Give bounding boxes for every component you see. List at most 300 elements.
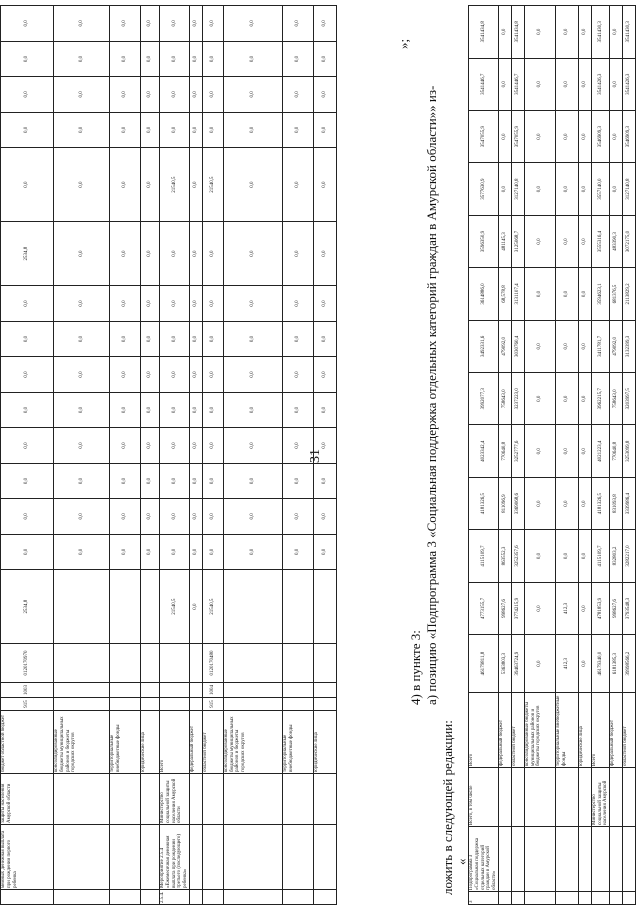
table-cell: 0,0 (189, 77, 202, 112)
table-cell: 5363803,3 (498, 635, 511, 693)
table-cell: 0,0 (1, 463, 54, 498)
table-cell: 0,0 (282, 534, 313, 569)
table-row (511, 6, 524, 905)
table-cell: 0,0 (110, 463, 141, 498)
table-cell: 0,0 (54, 463, 110, 498)
table-cell (189, 644, 202, 683)
table-cell: 0,0 (578, 477, 591, 529)
table-cell: 0120170480 (202, 644, 223, 683)
budget-table-top (0, 5, 337, 905)
table-cell: 0,0 (110, 321, 141, 356)
table-cell: 0,0 (555, 58, 578, 110)
table-row (610, 6, 623, 905)
table-row (555, 6, 578, 905)
table-cell: консолидированные бюджеты муниципальных районов и бюджеты городских округов (524, 693, 555, 768)
table-cell: 0,0 (313, 148, 336, 222)
table-cell: 915 (1, 698, 54, 711)
table-cell (54, 570, 110, 644)
table-cell: 0,0 (54, 41, 110, 76)
table-cell: 3596350,9 (469, 215, 499, 267)
table-cell: 0,0 (524, 268, 555, 320)
table-cell (223, 890, 282, 905)
table-cell: 0,0 (578, 635, 591, 693)
table-cell (623, 768, 636, 827)
table-cell (54, 890, 110, 905)
table-cell: 0120170970 (1, 644, 54, 683)
table-cell: 0,0 (555, 530, 578, 582)
table-cell: 0,0 (54, 286, 110, 321)
table-cell: 3541430,3 (623, 6, 636, 59)
table-cell: 0,0 (54, 6, 110, 42)
table-cell: 0,0 (1, 534, 54, 569)
table-cell: защиты населения Амурской области (1, 774, 54, 825)
table-cell: 0,0 (160, 499, 190, 534)
table-row (1, 6, 54, 905)
table-cell: 0,0 (1, 392, 54, 427)
table-cell (54, 698, 110, 711)
table-cell: 0,0 (1, 41, 54, 76)
table-cell: 0,0 (498, 110, 511, 162)
table-cell: 0,0 (110, 534, 141, 569)
table-cell: 0,0 (524, 320, 555, 372)
table-cell: 0,0 (555, 320, 578, 372)
table-cell (202, 825, 223, 890)
table-cell: Всего (591, 693, 609, 768)
table-cell (1, 890, 54, 905)
table-cell: 0,0 (189, 6, 202, 42)
table-cell: 3546909,3 (623, 110, 636, 162)
table-cell (223, 698, 282, 711)
table-cell: 4023342,4 (469, 425, 499, 477)
table-cell: 0,0 (524, 477, 555, 529)
table-cell (202, 890, 223, 905)
table-cell: 0,0 (202, 428, 223, 463)
table-cell: 0,0 (578, 320, 591, 372)
table-cell: 0,0 (110, 499, 141, 534)
table-cell: 0,0 (282, 286, 313, 321)
table-cell: 0,0 (110, 112, 141, 147)
table-cell (160, 683, 190, 698)
table-cell: 0,0 (160, 321, 190, 356)
table-cell (110, 890, 141, 905)
table-cell: 0,0 (189, 392, 202, 427)
table-cell: 483390,3 (610, 215, 623, 267)
table-cell: 0,0 (160, 112, 190, 147)
table-cell: 3541430,3 (591, 6, 609, 59)
table-cell: 2534,8 (1, 570, 54, 644)
table-cell: 0,0 (189, 222, 202, 286)
table-row (189, 6, 202, 905)
table-cell: 1003 (1, 683, 54, 698)
table-cell (54, 774, 110, 825)
table-cell: 0,0 (223, 286, 282, 321)
table-cell (524, 827, 555, 892)
table-row (469, 6, 499, 905)
table-cell: 481145,3 (498, 215, 511, 267)
table-cell: 3127140,8 (511, 163, 524, 215)
table-cell: 3125068,7 (511, 215, 524, 267)
table-cell: 0,0 (160, 534, 190, 569)
table-cell: 0,0 (54, 77, 110, 112)
table-cell (110, 683, 141, 698)
table-cell (555, 892, 578, 905)
table-cell (498, 768, 511, 827)
table-cell: 0,0 (313, 77, 336, 112)
table-cell (141, 698, 160, 711)
table-cell: 3541434,8 (511, 6, 524, 59)
table-cell: 0,0 (1, 286, 54, 321)
table-row (578, 6, 591, 905)
table-cell: 0,0 (223, 77, 282, 112)
table-cell: 0,0 (524, 215, 555, 267)
table-cell: 3557140,0 (591, 163, 609, 215)
table-cell (591, 892, 609, 905)
table-cell: бюджет областной бюджет (1, 711, 54, 774)
table-cell (555, 768, 578, 827)
table-cell: 831093,8 (610, 477, 623, 529)
table-cell: областной бюджет (623, 693, 636, 768)
table-cell: 915 (202, 698, 223, 711)
table-cell: 0,0 (313, 534, 336, 569)
table-cell: 0,0 (555, 6, 578, 59)
table-cell: 6181385,3 (610, 635, 623, 693)
table-cell: 0,0 (282, 77, 313, 112)
table-cell (141, 570, 160, 644)
table-cell: 0,0 (160, 392, 190, 427)
table-cell (223, 570, 282, 644)
table-cell: 3962215,7 (591, 373, 609, 425)
table-row (524, 6, 555, 905)
table-cell: 21540,5 (202, 570, 223, 644)
table-row (160, 6, 190, 905)
table-cell: 3339986,4 (623, 477, 636, 529)
table-cell (189, 683, 202, 698)
table-cell: Министерство социальной защиты населения Амурской (591, 768, 609, 827)
table-cell (591, 827, 609, 892)
table-cell: 0,0 (282, 392, 313, 427)
table-cell (54, 825, 110, 890)
table-cell: 0,0 (578, 530, 591, 582)
table-cell: 0,0 (202, 222, 223, 286)
table-cell: 0,0 (524, 582, 555, 634)
table-cell: 0,0 (313, 222, 336, 286)
table-cell: 3577630,9 (469, 163, 499, 215)
table-cell: 0,0 (524, 530, 555, 582)
table-cell: 0,0 (1, 499, 54, 534)
table-cell: 3541446,7 (469, 58, 499, 110)
table-cell: 0,0 (141, 6, 160, 42)
table-cell (511, 827, 524, 892)
table-cell: 3411781,7 (591, 320, 609, 372)
table-cell: 0,0 (555, 425, 578, 477)
table-cell: юридические лица (313, 711, 336, 774)
table-cell: 0,0 (202, 499, 223, 534)
table-cell (223, 774, 282, 825)
table-cell: 0,0 (141, 428, 160, 463)
table-cell: 0,0 (202, 321, 223, 356)
table-cell (223, 644, 282, 683)
table-cell: 863552,3 (498, 530, 511, 582)
table-row (313, 6, 336, 905)
table-row (623, 6, 636, 905)
table-cell: 0,0 (313, 499, 336, 534)
table-cell: 0,0 (1, 148, 54, 222)
table-cell: 0,0 (54, 112, 110, 147)
table-cell: 0,0 (282, 41, 313, 76)
table-cell: 0,0 (160, 357, 190, 392)
table-cell: 0,0 (141, 222, 160, 286)
table-cell: 0,0 (141, 499, 160, 534)
table-cell (313, 570, 336, 644)
table-cell: Подпрограмма 3 «Социальная поддержка отдельных категорий граждан в Амурской области» (469, 827, 499, 892)
table-cell: 0,0 (141, 463, 160, 498)
table-cell: 0,0 (223, 534, 282, 569)
table-cell: 0,0 (498, 6, 511, 59)
table-cell: 4781853,9 (591, 582, 609, 634)
budget-table-subprogram-3 (468, 5, 636, 905)
table-cell: 0,0 (282, 463, 313, 498)
table-cell: 0,0 (313, 392, 336, 427)
table-cell: консолидированные бюджеты муниципальных районов и бюджеты городских округов (223, 711, 282, 774)
table-cell: 0,0 (282, 499, 313, 534)
table-cell (313, 825, 336, 890)
table-cell: 0,0 (189, 499, 202, 534)
table-cell (110, 774, 141, 825)
table-cell: 0,0 (202, 392, 223, 427)
table-cell: 0,0 (202, 41, 223, 76)
table-cell: 0,0 (524, 373, 555, 425)
table-cell (313, 890, 336, 905)
table-cell: 0,0 (524, 6, 555, 59)
table-cell (141, 683, 160, 698)
table-cell: 0,0 (110, 392, 141, 427)
table-cell (313, 774, 336, 825)
table-cell (189, 698, 202, 711)
table-cell: 0,0 (160, 286, 190, 321)
table-cell (54, 683, 110, 698)
table-cell: 0,0 (110, 286, 141, 321)
table-cell: 0,0 (524, 58, 555, 110)
table-cell: 0,0 (282, 321, 313, 356)
table-cell (623, 827, 636, 892)
table-cell: 3072175,0 (623, 215, 636, 267)
table-cell: 681376,5 (610, 268, 623, 320)
table-cell: консолидированные бюджеты муниципальных районов и бюджеты городских округов (54, 711, 110, 774)
table-row (282, 6, 313, 905)
table-cell: 0,0 (189, 286, 202, 321)
table-cell: 0,0 (498, 58, 511, 110)
table-cell: 0,0 (189, 357, 202, 392)
table-cell: 0,0 (110, 428, 141, 463)
table-cell: 0,0 (110, 222, 141, 286)
table-cell: 3252777,6 (511, 425, 524, 477)
table-cell: 0,0 (282, 6, 313, 42)
table-cell (202, 774, 223, 825)
table-cell: 0,0 (189, 41, 202, 76)
table-cell: 4181326,5 (591, 477, 609, 529)
table-cell: 0,0 (189, 570, 202, 644)
table-cell (189, 825, 202, 890)
table-cell: 4021223,4 (591, 425, 609, 477)
table-cell: 0,0 (313, 428, 336, 463)
table-cell: 3614886,0 (469, 268, 499, 320)
table-cell: 4181326,5 (469, 477, 499, 529)
table-cell (282, 570, 313, 644)
table-cell: 0,0 (189, 112, 202, 147)
table-row (591, 6, 609, 905)
table-cell: 0,0 (202, 77, 223, 112)
table-cell: 0,0 (110, 357, 141, 392)
table-cell: 3282217,0 (623, 530, 636, 582)
table-cell: 0,0 (578, 373, 591, 425)
table-cell: мемных денежная выплата при рождении первого ребенка (1, 825, 54, 890)
table-cell (610, 827, 623, 892)
table-cell: Всего, в том числе (469, 768, 499, 827)
table-cell: 0,0 (54, 392, 110, 427)
subitem-continuation: ложить в следующей редакции: (440, 720, 455, 895)
table-cell (282, 698, 313, 711)
table-cell: 3547055,9 (469, 110, 499, 162)
table-cell: 3547055,9 (511, 110, 524, 162)
table-cell: 21540,5 (160, 570, 190, 644)
table-cell: 0,0 (160, 6, 190, 42)
table-cell (141, 890, 160, 905)
table-cell: 758643,0 (610, 373, 623, 425)
table-cell (160, 698, 190, 711)
table-cell (623, 892, 636, 905)
table-cell: 3131107,4 (511, 268, 524, 320)
table-cell (578, 768, 591, 827)
table-cell (313, 644, 336, 683)
table-cell: 3555316,4 (591, 215, 609, 267)
table-cell: 770640,8 (610, 425, 623, 477)
table-cell (282, 774, 313, 825)
table-cell: 3 (469, 892, 499, 905)
table-cell: 0,0 (223, 148, 282, 222)
table-cell: 0,0 (282, 148, 313, 222)
table-cell (511, 768, 524, 827)
table-cell: 0,0 (202, 357, 223, 392)
table-cell (282, 644, 313, 683)
table-cell: федеральный бюджет (189, 711, 202, 774)
table-cell: 0,0 (141, 112, 160, 147)
table-cell: 0,0 (313, 321, 336, 356)
table-cell: 3492331,6 (469, 320, 499, 372)
table-cell: 0,0 (555, 110, 578, 162)
table-row (110, 6, 141, 905)
table-cell (141, 774, 160, 825)
table-cell (578, 892, 591, 905)
table-cell: 0,0 (578, 582, 591, 634)
table-cell (282, 825, 313, 890)
subitem-text: а) позицию «Подпрограмма 3 «Социальная поддержка отдельных категорий граждан в Амурской области»» из- (424, 85, 439, 705)
table-cell: 0,0 (54, 357, 110, 392)
table-cell: 0,0 (313, 463, 336, 498)
table-cell (498, 827, 511, 892)
table-cell: 0,0 (54, 428, 110, 463)
table-cell: 3253099,8 (623, 425, 636, 477)
table-cell: 0,0 (189, 463, 202, 498)
table-row (54, 6, 110, 905)
table-cell: 21540,5 (160, 148, 190, 222)
table-cell: 0,0 (282, 428, 313, 463)
table-cell: 3541446,7 (511, 58, 524, 110)
table-cell: 1004 (202, 683, 223, 698)
table-cell: 0,0 (282, 357, 313, 392)
table-row (202, 6, 223, 905)
table-cell: 0,0 (524, 425, 555, 477)
table-cell: Министерство социальной защиты населения Амурской области (160, 774, 190, 825)
table-cell (110, 570, 141, 644)
table-cell: 0,0 (1, 321, 54, 356)
table-cell: 0,0 (54, 534, 110, 569)
table-cell: 0,0 (54, 148, 110, 222)
table-cell: 0,0 (524, 163, 555, 215)
table-cell: 0,0 (141, 148, 160, 222)
table-cell: территориальные внебюджетные фонды (110, 711, 141, 774)
table-cell: 0,0 (160, 222, 190, 286)
table-cell: 0,0 (578, 58, 591, 110)
table-cell: 0,0 (141, 534, 160, 569)
table-cell: 0,0 (141, 41, 160, 76)
table-cell (498, 892, 511, 905)
table-cell: 0,0 (313, 357, 336, 392)
table-cell: 0,0 (141, 286, 160, 321)
table-cell (524, 892, 555, 905)
table-cell: 0,0 (223, 428, 282, 463)
table-cell: 0,0 (555, 477, 578, 529)
table-cell (54, 644, 110, 683)
table-cell: 0,0 (578, 6, 591, 59)
table-cell: 412,3 (555, 582, 578, 634)
table-cell: 0,0 (313, 41, 336, 76)
table-cell: областной бюджет (202, 711, 223, 774)
table-cell: 0,0 (555, 268, 578, 320)
table-cell (189, 774, 202, 825)
table-cell: 3237223,0 (511, 373, 524, 425)
table-cell (610, 768, 623, 827)
table-cell: 3127140,8 (623, 163, 636, 215)
table-cell: 0,0 (141, 77, 160, 112)
table-cell: 3203997,5 (623, 373, 636, 425)
table-cell (110, 825, 141, 890)
table-cell: 998627,6 (610, 582, 623, 634)
table-row (498, 6, 511, 905)
table-cell (555, 827, 578, 892)
table-cell (189, 890, 202, 905)
table-cell: 3252357,6 (511, 530, 524, 582)
table-cell: 3369068,6 (511, 477, 524, 529)
table-cell: Всего (469, 693, 499, 768)
table-cell: 0,0 (610, 58, 623, 110)
table-cell (141, 644, 160, 683)
table-cell: 0,0 (578, 425, 591, 477)
table-cell: 0,0 (110, 41, 141, 76)
table-cell: 3992077,3 (469, 373, 499, 425)
table-cell: 68,578,8 (498, 268, 511, 320)
table-cell: 0,0 (160, 463, 190, 498)
table-cell: 0,0 (189, 321, 202, 356)
table-cell: 0,0 (578, 110, 591, 162)
table-cell: 0,0 (282, 222, 313, 286)
table-cell: 758643,0 (498, 373, 511, 425)
table-cell: 0,0 (223, 112, 282, 147)
table-cell: 39998566,2 (623, 635, 636, 693)
table-cell: 3594623,1 (591, 268, 609, 320)
table-cell: 0,0 (54, 321, 110, 356)
table-cell: 0,0 (160, 41, 190, 76)
table-cell: 3541426,3 (623, 58, 636, 110)
